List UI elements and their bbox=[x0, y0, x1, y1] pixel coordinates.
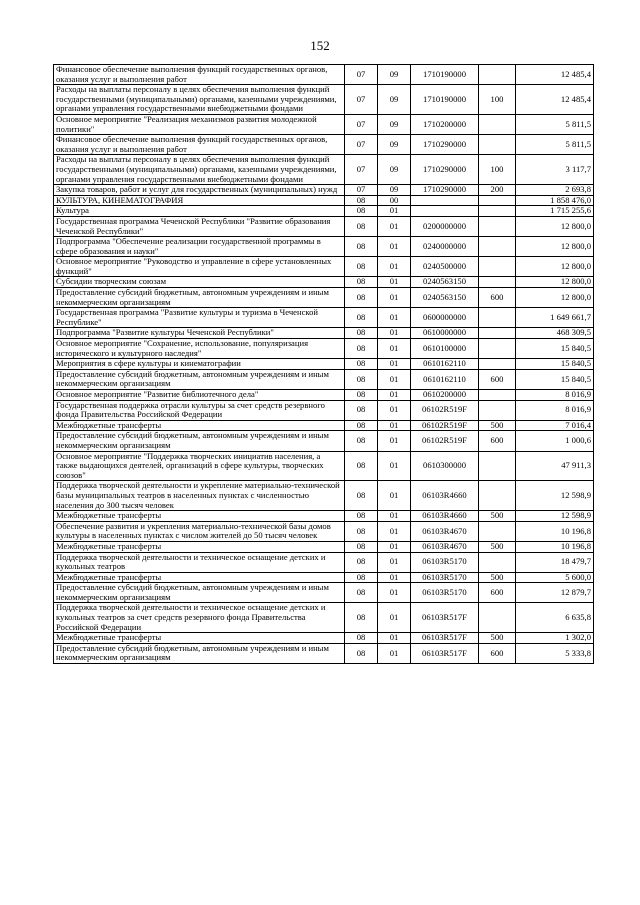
row-expense-type-code bbox=[479, 521, 516, 541]
row-amount: 12 800,0 bbox=[516, 288, 594, 308]
row-subsection-code: 01 bbox=[378, 633, 411, 644]
table-row bbox=[54, 206, 594, 217]
row-target-code: 0610100000 bbox=[411, 339, 479, 359]
row-expense-type-code: 200 bbox=[479, 185, 516, 196]
row-subsection-code: 01 bbox=[378, 521, 411, 541]
row-expense-type-code bbox=[479, 339, 516, 359]
table-row bbox=[54, 481, 594, 511]
row-subsection-code: 01 bbox=[378, 541, 411, 552]
row-subsection-code: 01 bbox=[378, 237, 411, 257]
row-amount: 8 016,9 bbox=[516, 400, 594, 420]
row-expense-type-code bbox=[479, 277, 516, 288]
row-expense-type-code bbox=[479, 400, 516, 420]
row-target-code: 1710290000 bbox=[411, 135, 479, 155]
row-subsection-code: 09 bbox=[378, 135, 411, 155]
table-row bbox=[54, 65, 594, 85]
row-expense-type-code: 500 bbox=[479, 633, 516, 644]
row-amount: 6 635,8 bbox=[516, 603, 594, 633]
row-expense-type-code: 600 bbox=[479, 583, 516, 603]
row-expense-type-code: 600 bbox=[479, 288, 516, 308]
row-expense-type-code bbox=[479, 390, 516, 401]
row-target-code: 06103R4660 bbox=[411, 511, 479, 522]
row-amount: 1 649 661,7 bbox=[516, 308, 594, 328]
table-row bbox=[54, 195, 594, 206]
row-subsection-code: 01 bbox=[378, 390, 411, 401]
row-name: Межбюджетные трансферты bbox=[54, 420, 345, 431]
row-section-code: 08 bbox=[345, 431, 378, 451]
row-subsection-code: 01 bbox=[378, 511, 411, 522]
row-subsection-code: 01 bbox=[378, 603, 411, 633]
row-section-code: 07 bbox=[345, 155, 378, 185]
row-subsection-code: 01 bbox=[378, 583, 411, 603]
row-name: Основное мероприятие "Руководство и управление в сфере установленных функций" bbox=[54, 257, 345, 277]
row-target-code: 0610200000 bbox=[411, 390, 479, 401]
row-amount: 5 333,8 bbox=[516, 643, 594, 663]
row-section-code: 08 bbox=[345, 288, 378, 308]
table-row bbox=[54, 237, 594, 257]
table-row bbox=[54, 339, 594, 359]
row-name: Основное мероприятие "Реализация механизмов развития молодежной политики" bbox=[54, 114, 345, 134]
row-subsection-code: 01 bbox=[378, 328, 411, 339]
row-amount: 10 196,8 bbox=[516, 521, 594, 541]
row-name: Межбюджетные трансферты bbox=[54, 541, 345, 552]
row-name: Поддержка творческой деятельности и техническое оснащение детских и кукольных театров за счет средств резервного фонда Правительства Российской Федерации bbox=[54, 603, 345, 633]
row-target-code: 06102R519F bbox=[411, 431, 479, 451]
row-expense-type-code: 500 bbox=[479, 511, 516, 522]
row-target-code: 0610000000 bbox=[411, 328, 479, 339]
row-section-code: 08 bbox=[345, 237, 378, 257]
row-section-code: 08 bbox=[345, 400, 378, 420]
row-name: Основное мероприятие "Поддержка творческих инициатив населения, а также выдающихся деятелей, организаций в сфере культуры, творческих союзов" bbox=[54, 451, 345, 481]
row-target-code: 0240500000 bbox=[411, 257, 479, 277]
row-target-code: 1710200000 bbox=[411, 114, 479, 134]
row-expense-type-code bbox=[479, 195, 516, 206]
table-row bbox=[54, 308, 594, 328]
row-target-code: 06103R5170 bbox=[411, 583, 479, 603]
row-amount: 468 309,5 bbox=[516, 328, 594, 339]
row-section-code: 08 bbox=[345, 583, 378, 603]
row-expense-type-code: 500 bbox=[479, 541, 516, 552]
row-target-code: 06103R5170 bbox=[411, 552, 479, 572]
row-name: Предоставление субсидий бюджетным, автономным учреждениям и иным некоммерческим организациям bbox=[54, 431, 345, 451]
row-subsection-code: 09 bbox=[378, 65, 411, 85]
row-name: Государственная поддержка отрасли культуры за счет средств резервного фонда Правительства Российской Федерации bbox=[54, 400, 345, 420]
row-subsection-code: 01 bbox=[378, 339, 411, 359]
row-section-code: 08 bbox=[345, 339, 378, 359]
row-expense-type-code: 600 bbox=[479, 431, 516, 451]
row-name: Поддержка творческой деятельности и техническое оснащение детских и кукольных театров bbox=[54, 552, 345, 572]
row-amount: 10 196,8 bbox=[516, 541, 594, 552]
row-target-code: 06103R517F bbox=[411, 643, 479, 663]
row-target-code: 0600000000 bbox=[411, 308, 479, 328]
row-name: Государственная программа Чеченской Республики "Развитие образования Чеченской Республики" bbox=[54, 216, 345, 236]
table-row bbox=[54, 431, 594, 451]
row-subsection-code: 01 bbox=[378, 643, 411, 663]
table-row bbox=[54, 85, 594, 115]
row-section-code: 08 bbox=[345, 206, 378, 217]
row-section-code: 08 bbox=[345, 451, 378, 481]
budget-table-body bbox=[54, 65, 594, 664]
table-row bbox=[54, 572, 594, 583]
row-expense-type-code: 100 bbox=[479, 155, 516, 185]
row-subsection-code: 09 bbox=[378, 114, 411, 134]
row-section-code: 08 bbox=[345, 390, 378, 401]
row-section-code: 08 bbox=[345, 257, 378, 277]
row-subsection-code: 01 bbox=[378, 216, 411, 236]
row-name: Подпрограмма "Развитие культуры Чеченской Республики" bbox=[54, 328, 345, 339]
row-target-code: 06102R519F bbox=[411, 400, 479, 420]
row-amount: 5 811,5 bbox=[516, 135, 594, 155]
row-amount: 12 485,4 bbox=[516, 85, 594, 115]
row-target-code: 06102R519F bbox=[411, 420, 479, 431]
row-name: Расходы на выплаты персоналу в целях обеспечения выполнения функций государственными (муниципальными) органами, казенными учреждениями, органами управления государственными внебюджетными фондами bbox=[54, 155, 345, 185]
row-target-code: 0240563150 bbox=[411, 288, 479, 308]
row-expense-type-code bbox=[479, 135, 516, 155]
row-amount: 12 800,0 bbox=[516, 216, 594, 236]
table-row bbox=[54, 552, 594, 572]
table-row bbox=[54, 155, 594, 185]
row-subsection-code: 09 bbox=[378, 155, 411, 185]
row-subsection-code: 01 bbox=[378, 481, 411, 511]
row-amount: 1 715 255,6 bbox=[516, 206, 594, 217]
row-amount: 12 800,0 bbox=[516, 277, 594, 288]
row-name: Предоставление субсидий бюджетным, автономным учреждениям и иным некоммерческим организациям bbox=[54, 288, 345, 308]
row-subsection-code: 01 bbox=[378, 257, 411, 277]
row-name: Мероприятия в сфере культуры и кинематографии bbox=[54, 359, 345, 370]
row-section-code: 08 bbox=[345, 633, 378, 644]
row-name: Межбюджетные трансферты bbox=[54, 511, 345, 522]
row-subsection-code: 01 bbox=[378, 400, 411, 420]
table-row bbox=[54, 328, 594, 339]
row-amount: 12 598,9 bbox=[516, 481, 594, 511]
row-expense-type-code: 500 bbox=[479, 420, 516, 431]
row-expense-type-code bbox=[479, 603, 516, 633]
row-section-code: 08 bbox=[345, 195, 378, 206]
table-row bbox=[54, 390, 594, 401]
row-target-code: 06103R5170 bbox=[411, 572, 479, 583]
table-row bbox=[54, 185, 594, 196]
row-target-code bbox=[411, 195, 479, 206]
table-row bbox=[54, 643, 594, 663]
row-name: Культура bbox=[54, 206, 345, 217]
row-subsection-code: 00 bbox=[378, 195, 411, 206]
row-section-code: 08 bbox=[345, 552, 378, 572]
row-section-code: 08 bbox=[345, 277, 378, 288]
table-row bbox=[54, 511, 594, 522]
table-row bbox=[54, 288, 594, 308]
row-amount: 12 598,9 bbox=[516, 511, 594, 522]
row-amount: 15 840,5 bbox=[516, 359, 594, 370]
table-row bbox=[54, 541, 594, 552]
table-row bbox=[54, 216, 594, 236]
row-section-code: 08 bbox=[345, 359, 378, 370]
row-amount: 5 811,5 bbox=[516, 114, 594, 134]
row-expense-type-code bbox=[479, 359, 516, 370]
row-section-code: 08 bbox=[345, 643, 378, 663]
row-target-code: 0200000000 bbox=[411, 216, 479, 236]
row-target-code: 1710290000 bbox=[411, 185, 479, 196]
row-target-code: 1710190000 bbox=[411, 65, 479, 85]
table-row bbox=[54, 420, 594, 431]
row-target-code: 06103R517F bbox=[411, 633, 479, 644]
row-target-code: 06103R517F bbox=[411, 603, 479, 633]
row-target-code: 1710290000 bbox=[411, 155, 479, 185]
row-target-code: 06103R4670 bbox=[411, 541, 479, 552]
row-name: Предоставление субсидий бюджетным, автономным учреждениям и иным некоммерческим организациям bbox=[54, 583, 345, 603]
row-subsection-code: 01 bbox=[378, 206, 411, 217]
row-target-code: 0610300000 bbox=[411, 451, 479, 481]
row-subsection-code: 01 bbox=[378, 369, 411, 389]
row-amount: 2 693,8 bbox=[516, 185, 594, 196]
row-expense-type-code: 100 bbox=[479, 85, 516, 115]
row-amount: 18 479,7 bbox=[516, 552, 594, 572]
table-row bbox=[54, 359, 594, 370]
table-row bbox=[54, 257, 594, 277]
row-subsection-code: 09 bbox=[378, 185, 411, 196]
row-amount: 12 879,7 bbox=[516, 583, 594, 603]
row-expense-type-code bbox=[479, 206, 516, 217]
row-name: Финансовое обеспечение выполнения функций государственных органов, оказания услуг и выполнения работ bbox=[54, 65, 345, 85]
row-section-code: 08 bbox=[345, 572, 378, 583]
row-section-code: 07 bbox=[345, 65, 378, 85]
row-expense-type-code bbox=[479, 481, 516, 511]
row-target-code: 06103R4660 bbox=[411, 481, 479, 511]
row-name: Финансовое обеспечение выполнения функций государственных органов, оказания услуг и выполнения работ bbox=[54, 135, 345, 155]
row-expense-type-code bbox=[479, 451, 516, 481]
row-target-code: 06103R4670 bbox=[411, 521, 479, 541]
row-amount: 5 600,0 bbox=[516, 572, 594, 583]
row-section-code: 08 bbox=[345, 328, 378, 339]
row-name: КУЛЬТУРА, КИНЕМАТОГРАФИЯ bbox=[54, 195, 345, 206]
row-name: Предоставление субсидий бюджетным, автономным учреждениям и иным некоммерческим организациям bbox=[54, 643, 345, 663]
row-name: Субсидии творческим союзам bbox=[54, 277, 345, 288]
row-subsection-code: 09 bbox=[378, 85, 411, 115]
row-section-code: 08 bbox=[345, 603, 378, 633]
row-target-code: 0610162110 bbox=[411, 369, 479, 389]
row-name: Государственная программа "Развитие культуры и туризма в Чеченской Республике" bbox=[54, 308, 345, 328]
row-section-code: 08 bbox=[345, 308, 378, 328]
row-subsection-code: 01 bbox=[378, 288, 411, 308]
table-row bbox=[54, 521, 594, 541]
row-subsection-code: 01 bbox=[378, 420, 411, 431]
row-amount: 8 016,9 bbox=[516, 390, 594, 401]
table-row bbox=[54, 583, 594, 603]
row-expense-type-code bbox=[479, 114, 516, 134]
row-expense-type-code bbox=[479, 328, 516, 339]
row-section-code: 07 bbox=[345, 85, 378, 115]
row-amount: 15 840,5 bbox=[516, 339, 594, 359]
row-subsection-code: 01 bbox=[378, 359, 411, 370]
row-name: Межбюджетные трансферты bbox=[54, 633, 345, 644]
row-section-code: 07 bbox=[345, 135, 378, 155]
row-amount: 15 840,5 bbox=[516, 369, 594, 389]
row-section-code: 08 bbox=[345, 511, 378, 522]
row-subsection-code: 01 bbox=[378, 451, 411, 481]
table-row bbox=[54, 633, 594, 644]
row-expense-type-code bbox=[479, 308, 516, 328]
table-row bbox=[54, 451, 594, 481]
row-expense-type-code bbox=[479, 65, 516, 85]
row-amount: 1 000,6 bbox=[516, 431, 594, 451]
row-section-code: 08 bbox=[345, 420, 378, 431]
row-amount: 12 800,0 bbox=[516, 257, 594, 277]
row-amount: 3 117,7 bbox=[516, 155, 594, 185]
row-section-code: 07 bbox=[345, 114, 378, 134]
row-name: Основное мероприятие "Развитие библиотечного дела" bbox=[54, 390, 345, 401]
row-target-code bbox=[411, 206, 479, 217]
row-subsection-code: 01 bbox=[378, 572, 411, 583]
row-section-code: 08 bbox=[345, 541, 378, 552]
table-row bbox=[54, 400, 594, 420]
row-section-code: 07 bbox=[345, 185, 378, 196]
row-amount: 1 302,0 bbox=[516, 633, 594, 644]
table-row bbox=[54, 369, 594, 389]
row-subsection-code: 01 bbox=[378, 277, 411, 288]
row-target-code: 0240563150 bbox=[411, 277, 479, 288]
row-expense-type-code bbox=[479, 552, 516, 572]
row-target-code: 0240000000 bbox=[411, 237, 479, 257]
row-expense-type-code bbox=[479, 216, 516, 236]
row-section-code: 08 bbox=[345, 369, 378, 389]
row-name: Закупка товаров, работ и услуг для государственных (муниципальных) нужд bbox=[54, 185, 345, 196]
table-row bbox=[54, 277, 594, 288]
row-section-code: 08 bbox=[345, 481, 378, 511]
row-expense-type-code bbox=[479, 257, 516, 277]
row-expense-type-code: 600 bbox=[479, 369, 516, 389]
row-amount: 12 800,0 bbox=[516, 237, 594, 257]
row-amount: 7 016,4 bbox=[516, 420, 594, 431]
row-target-code: 1710190000 bbox=[411, 85, 479, 115]
row-name: Основное мероприятие "Сохранение, использование, популяризация исторического и культурного наследия" bbox=[54, 339, 345, 359]
row-expense-type-code: 500 bbox=[479, 572, 516, 583]
row-name: Предоставление субсидий бюджетным, автономным учреждениям и иным некоммерческим организациям bbox=[54, 369, 345, 389]
row-subsection-code: 01 bbox=[378, 431, 411, 451]
row-name: Поддержка творческой деятельности и укрепление материально-технической базы муниципальных театров в населенных пунктах с численностью населения до 300 тысяч человек bbox=[54, 481, 345, 511]
row-target-code: 0610162110 bbox=[411, 359, 479, 370]
row-expense-type-code bbox=[479, 237, 516, 257]
row-section-code: 08 bbox=[345, 521, 378, 541]
table-row bbox=[54, 135, 594, 155]
row-name: Обеспечение развития и укрепления материально-технической базы домов культуры в населенных пунктах с числом жителей до 50 тысяч человек bbox=[54, 521, 345, 541]
table-row bbox=[54, 114, 594, 134]
row-name: Подпрограмма "Обеспечение реализации государственной программы в сфере образования и науки" bbox=[54, 237, 345, 257]
row-expense-type-code: 600 bbox=[479, 643, 516, 663]
row-section-code: 08 bbox=[345, 216, 378, 236]
page-number: 152 bbox=[310, 38, 330, 53]
row-name: Межбюджетные трансферты bbox=[54, 572, 345, 583]
row-subsection-code: 01 bbox=[378, 308, 411, 328]
row-subsection-code: 01 bbox=[378, 552, 411, 572]
row-amount: 1 858 476,0 bbox=[516, 195, 594, 206]
row-amount: 12 485,4 bbox=[516, 65, 594, 85]
budget-table bbox=[53, 64, 594, 664]
table-row bbox=[54, 603, 594, 633]
row-name: Расходы на выплаты персоналу в целях обеспечения выполнения функций государственными (муниципальными) органами, казенными учреждениями, органами управления государственными внебюджетными фондами bbox=[54, 85, 345, 115]
row-amount: 47 911,3 bbox=[516, 451, 594, 481]
